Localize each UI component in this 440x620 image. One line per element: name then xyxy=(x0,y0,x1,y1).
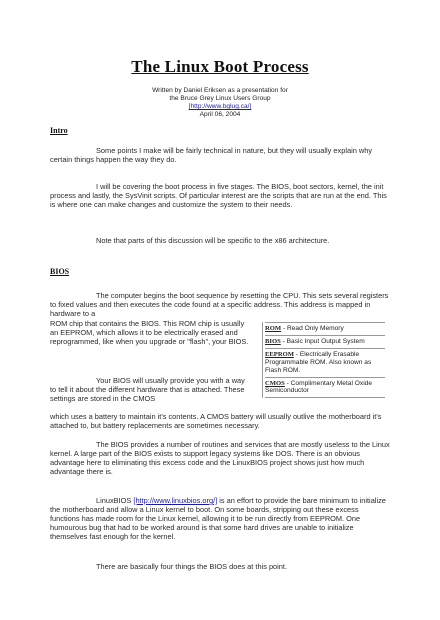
intro-paragraph-1: Some points I make will be fairly technical in nature, but they will usually explain why certain things happen the way they do. xyxy=(50,146,373,165)
intro-paragraph-3: Note that parts of this discussion will be specific to the x86 architecture. xyxy=(96,236,330,245)
glossary-box xyxy=(262,322,385,398)
linuxbios-link[interactable]: [http://www.linuxbios.org/] xyxy=(133,496,218,505)
bios-paragraph-2-narrow: Your BIOS will usually provide you with a way to tell it about the different hardware that is attached. These settings are stored in the CMOS xyxy=(50,376,245,404)
byline xyxy=(0,87,440,119)
bios-paragraph-1-full: The computer begins the boot sequence by resetting the CPU. This sets several registers to fixed values and then executes the code found at a specific address. This address is mapped in hardware to a xyxy=(50,291,389,319)
glossary-entry-eeprom: EEPROM - Electrically Erasable Programmable ROM. Also known as Flash ROM. xyxy=(265,349,385,378)
bios-paragraph-2-full: which uses a battery to maintain it's contents. A CMOS battery will usually outlive the motherboard it's attached to, but battery replacements are sometimes necessary. xyxy=(50,412,382,431)
glossary-entry-bios: BIOS - Basic Input Output System xyxy=(265,336,385,349)
bios-paragraph-5: There are basically four things the BIOS does at this point. xyxy=(96,562,288,571)
byline-date: April 06, 2004 xyxy=(199,111,241,118)
byline-group: the Bruce Grey Linux Users Group xyxy=(169,95,271,102)
intro-paragraph-2: I will be covering the boot process in five stages. The BIOS, boot sectors, kernel, the init process and lastly, the SysVinit scripts. Of particular interest are the scripts that are run at the end. This is where one can make changes and customize the system to their needs. xyxy=(50,182,387,210)
intro-heading: Intro xyxy=(50,126,68,135)
bios-paragraph-1-narrow: ROM chip that contains the BIOS. This ROM chip is usually an EEPROM, which allows it to be electrically erased and reprogrammed, like when you upgrade or "flash", your BIOS. xyxy=(50,318,249,346)
glossary-entry-rom: ROM - Read Only Memory xyxy=(265,322,385,336)
byline-author: Written by Daniel Eriksen as a presentation for xyxy=(152,87,288,94)
bios-heading: BIOS xyxy=(50,267,70,276)
bglug-link[interactable]: [http://www.bglug.ca/] xyxy=(188,103,252,110)
bios-paragraph-3: The BIOS provides a number of routines and services that are mostly useless to the Linux kernel. A large part of the BIOS exists to support legacy systems like DOS. There is an obvious advantage here to eliminating this excess code and the LinuxBIOS project shows just how much advantage there is. xyxy=(50,440,390,477)
bios-paragraph-4: LinuxBIOS [http://www.linuxbios.org/] is an effort to provide the bare minimum to initialize the motherboard and allow a Linux kernel to boot. On some boards, stripping out these excess functions has made room for the Linux kernel, allowing it to be run directly from EEPROM. One humourous bug that had to be worked around is that some hard drives are unable to initialize themselves fast enough for the kernel. xyxy=(50,496,386,542)
glossary-entry-cmos: CMOS - Complimentary Metal Oxide Semiconductor xyxy=(265,378,385,399)
document-title: The Linux Boot Process xyxy=(131,57,309,76)
